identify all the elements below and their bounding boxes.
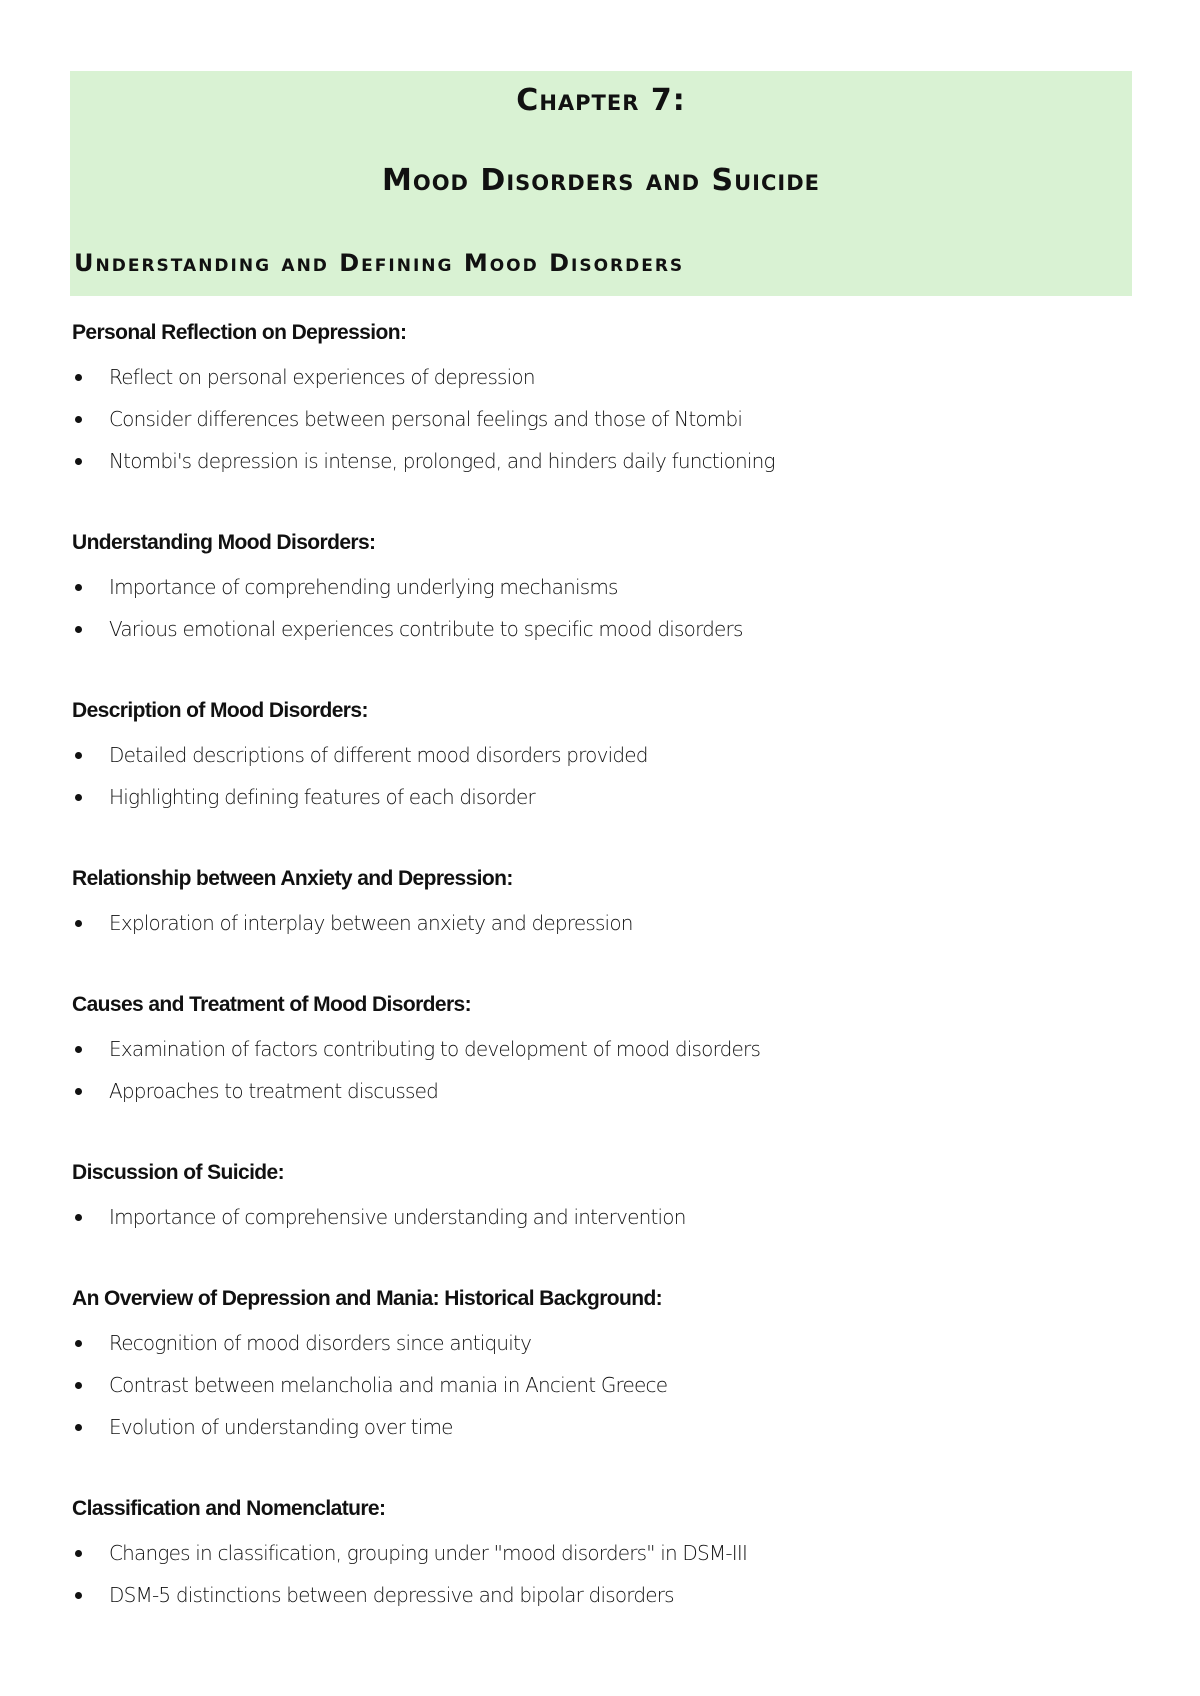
topic-section — [72, 1494, 1132, 1616]
bullet-item — [72, 356, 1132, 398]
topic-section — [72, 528, 1132, 650]
bullet-list — [72, 1028, 1132, 1112]
bullet-item — [72, 734, 1132, 776]
topic-section — [72, 318, 1132, 482]
topic-heading: Description of Mood Disorders: — [72, 699, 368, 722]
bullet-text: Examination of factors contributing to development of mood disorders — [109, 1037, 761, 1061]
bullet-dot-icon — [75, 374, 82, 381]
bullet-dot-icon — [75, 1592, 82, 1599]
bullet-item — [72, 1196, 1132, 1238]
bullet-dot-icon — [75, 1088, 82, 1095]
bullet-text: Importance of comprehensive understanding and intervention — [109, 1205, 686, 1229]
bullet-dot-icon — [75, 1382, 82, 1389]
bullet-text: Changes in classification, grouping under "mood disorders" in DSM-III — [109, 1541, 748, 1565]
bullet-list — [72, 1532, 1132, 1616]
bullet-list — [72, 566, 1132, 650]
topic-heading: Causes and Treatment of Mood Disorders: — [72, 993, 472, 1016]
chapter-number: Chapter 7: — [516, 83, 686, 118]
notes-content — [72, 318, 1132, 1662]
topic-heading: An Overview of Depression and Mania: Historical Background: — [72, 1287, 663, 1310]
section-heading: Understanding and Defining Mood Disorders — [74, 249, 685, 277]
bullet-list — [72, 734, 1132, 818]
bullet-item — [72, 1070, 1132, 1112]
bullet-item — [72, 1028, 1132, 1070]
topic-section — [72, 1284, 1132, 1448]
bullet-item — [72, 1406, 1132, 1448]
bullet-dot-icon — [75, 1046, 82, 1053]
bullet-text: Various emotional experiences contribute to specific mood disorders — [109, 617, 743, 641]
bullet-text: Consider differences between personal feelings and those of Ntombi — [109, 407, 743, 431]
bullet-item — [72, 1322, 1132, 1364]
topic-heading: Understanding Mood Disorders: — [72, 531, 376, 554]
bullet-list — [72, 356, 1132, 482]
bullet-dot-icon — [75, 920, 82, 927]
bullet-item — [72, 398, 1132, 440]
bullet-item — [72, 440, 1132, 482]
bullet-text: DSM-5 distinctions between depressive and bipolar disorders — [109, 1583, 674, 1607]
bullet-dot-icon — [75, 752, 82, 759]
bullet-item — [72, 566, 1132, 608]
bullet-text: Evolution of understanding over time — [109, 1415, 453, 1439]
bullet-text: Approaches to treatment discussed — [109, 1079, 439, 1103]
bullet-dot-icon — [75, 458, 82, 465]
bullet-dot-icon — [75, 794, 82, 801]
bullet-text: Recognition of mood disorders since antiquity — [109, 1331, 532, 1355]
bullet-item — [72, 776, 1132, 818]
bullet-text: Contrast between melancholia and mania in Ancient Greece — [109, 1373, 668, 1397]
bullet-text: Exploration of interplay between anxiety and depression — [109, 911, 633, 935]
bullet-text: Importance of comprehending underlying mechanisms — [109, 575, 618, 599]
topic-heading: Classification and Nomenclature: — [72, 1497, 386, 1520]
bullet-text: Highlighting defining features of each disorder — [109, 785, 535, 809]
bullet-dot-icon — [75, 1340, 82, 1347]
bullet-dot-icon — [75, 584, 82, 591]
bullet-text: Ntombi's depression is intense, prolonged, and hinders daily functioning — [109, 449, 775, 473]
topic-section — [72, 696, 1132, 818]
topic-heading: Personal Reflection on Depression: — [72, 321, 407, 344]
bullet-dot-icon — [75, 1550, 82, 1557]
topic-section — [72, 1158, 1132, 1238]
topic-section — [72, 864, 1132, 944]
bullet-item — [72, 608, 1132, 650]
bullet-dot-icon — [75, 626, 82, 633]
chapter-title: Mood Disorders and Suicide — [382, 163, 820, 198]
bullet-list — [72, 1196, 1132, 1238]
topic-heading: Relationship between Anxiety and Depression: — [72, 867, 513, 890]
bullet-dot-icon — [75, 1424, 82, 1431]
topic-section — [72, 990, 1132, 1112]
bullet-list — [72, 1322, 1132, 1448]
bullet-dot-icon — [75, 416, 82, 423]
bullet-text: Detailed descriptions of different mood disorders provided — [109, 743, 648, 767]
bullet-item — [72, 1532, 1132, 1574]
topic-heading: Discussion of Suicide: — [72, 1161, 285, 1184]
bullet-item — [72, 902, 1132, 944]
bullet-text: Reflect on personal experiences of depression — [109, 365, 535, 389]
bullet-dot-icon — [75, 1214, 82, 1221]
chapter-header — [70, 71, 1132, 296]
bullet-list — [72, 902, 1132, 944]
bullet-item — [72, 1364, 1132, 1406]
bullet-item — [72, 1574, 1132, 1616]
